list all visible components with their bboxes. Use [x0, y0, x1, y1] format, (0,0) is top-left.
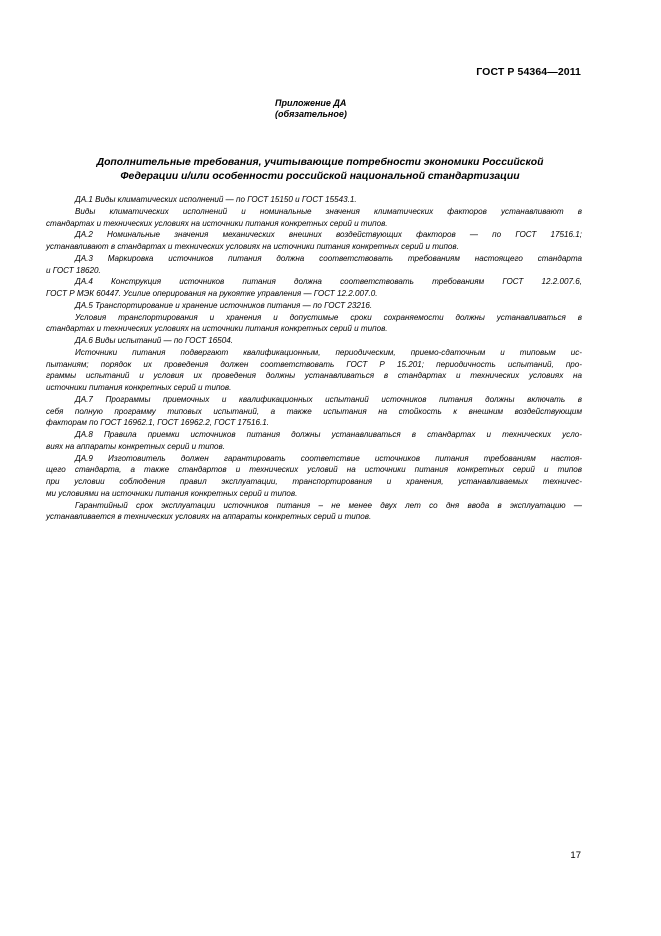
text-line: себя полную программу типовых испытаний, а также испытания на стойкость к внешним воздействующим — [46, 406, 582, 416]
text-line: стандартах и технических условиях на источники питания конкретных серий и типов. — [46, 324, 388, 334]
text-line: ДА.7 Программы приемочных и квалификационных испытаний источников питания должны включать в — [75, 394, 582, 404]
text-line: Виды климатических исполнений и номинальные значения климатических факторов устанавливают в — [75, 206, 582, 216]
text-line: устанавливается в технических условиях на аппараты конкретных серий и типов. — [46, 512, 372, 522]
text-line: пытаниям; порядок их проведения должен соответствовать ГОСТ Р 15.201; периодичность испытаний, про- — [46, 359, 582, 369]
text-line: ДА.1 Виды климатических исполнений — по ГОСТ 15150 и ГОСТ 15543.1. — [75, 195, 357, 204]
text-line: Источники питания подвергают квалификационным, периодическим, приемо-сдаточным и типовым ис- — [75, 347, 582, 357]
section-title-line: Дополнительные требования, учитывающие потребности экономики Российской — [96, 157, 544, 168]
text-line: Гарантийный срок эксплуатации источников питания – не менее двух лет со дня ввода в эксплуатацию — — [75, 500, 582, 510]
text-line: ДА.2 Номинальные значения механических внешних воздействующих факторов — по ГОСТ 17516.1; — [75, 230, 582, 240]
text-line: ГОСТ Р МЭК 60447. Усилие оперирования на рукоятке управления — ГОСТ 12.2.007.0. — [46, 289, 378, 298]
text-line: Условия транспортирования и хранения и допустимые сроки сохраняемости должны устанавливаться в — [75, 312, 582, 322]
text-line: и ГОСТ 18620. — [46, 265, 101, 275]
text-line: граммы испытаний и условия их проведения должны устанавливаться в стандартах и технических условиях на — [46, 371, 582, 381]
document-number: ГОСТ Р 54364—2011 — [476, 66, 581, 78]
text-line: ДА.8 Правила приемки источников питания должны устанавливаться в стандартах и технических усло- — [75, 430, 582, 439]
text-line: виях на аппараты конкретных серий и типов. — [46, 441, 225, 451]
annex-title: Приложение ДА — [275, 98, 347, 108]
text-line: факторам по ГОСТ 16962.1, ГОСТ 16962.2, ГОСТ 17516.1. — [46, 418, 269, 428]
text-line: источники питания конкретных серий и типов. — [46, 383, 232, 392]
text-line: ДА.5 Транспортирование и хранение источников питания — по ГОСТ 23216. — [75, 300, 373, 310]
text-line: ДА.6 Виды испытаний — по ГОСТ 16504. — [75, 336, 233, 345]
annex-heading — [275, 98, 347, 120]
body-text — [46, 194, 582, 523]
section-title-line: Федерации и/или особенности российской национальной стандартизации — [120, 170, 520, 182]
text-line: ДА.4 Конструкция источников питания должна соответствовать требованиям ГОСТ 12.2.007.6, — [75, 277, 582, 287]
section-title — [60, 156, 580, 183]
text-line: при условии соблюдения правил эксплуатации, транспортирования и хранения, устанавливаемых техничес- — [46, 477, 582, 486]
text-line: щего стандарта, а также стандартов и технических условий на источники питания конкретных серий и типов — [46, 465, 582, 475]
page-number: 17 — [570, 850, 581, 861]
text-line: стандартах и технических условиях на источники питания конкретных серий и типов. — [46, 218, 388, 228]
text-line: ДА.3 Маркировка источников питания должна соответствовать требованиям настоящего стандарта — [75, 253, 582, 263]
text-line: устанавливают в стандартах и технических условиях на источники питания конкретных серий и типов. — [46, 242, 459, 251]
text-line: ми условиями на источники питания конкретных серий и типов. — [46, 488, 298, 498]
annex-status: (обязательное) — [275, 109, 347, 119]
text-line: ДА.9 Изготовитель должен гарантировать соответствие источников питания требованиям настоя- — [75, 453, 582, 463]
